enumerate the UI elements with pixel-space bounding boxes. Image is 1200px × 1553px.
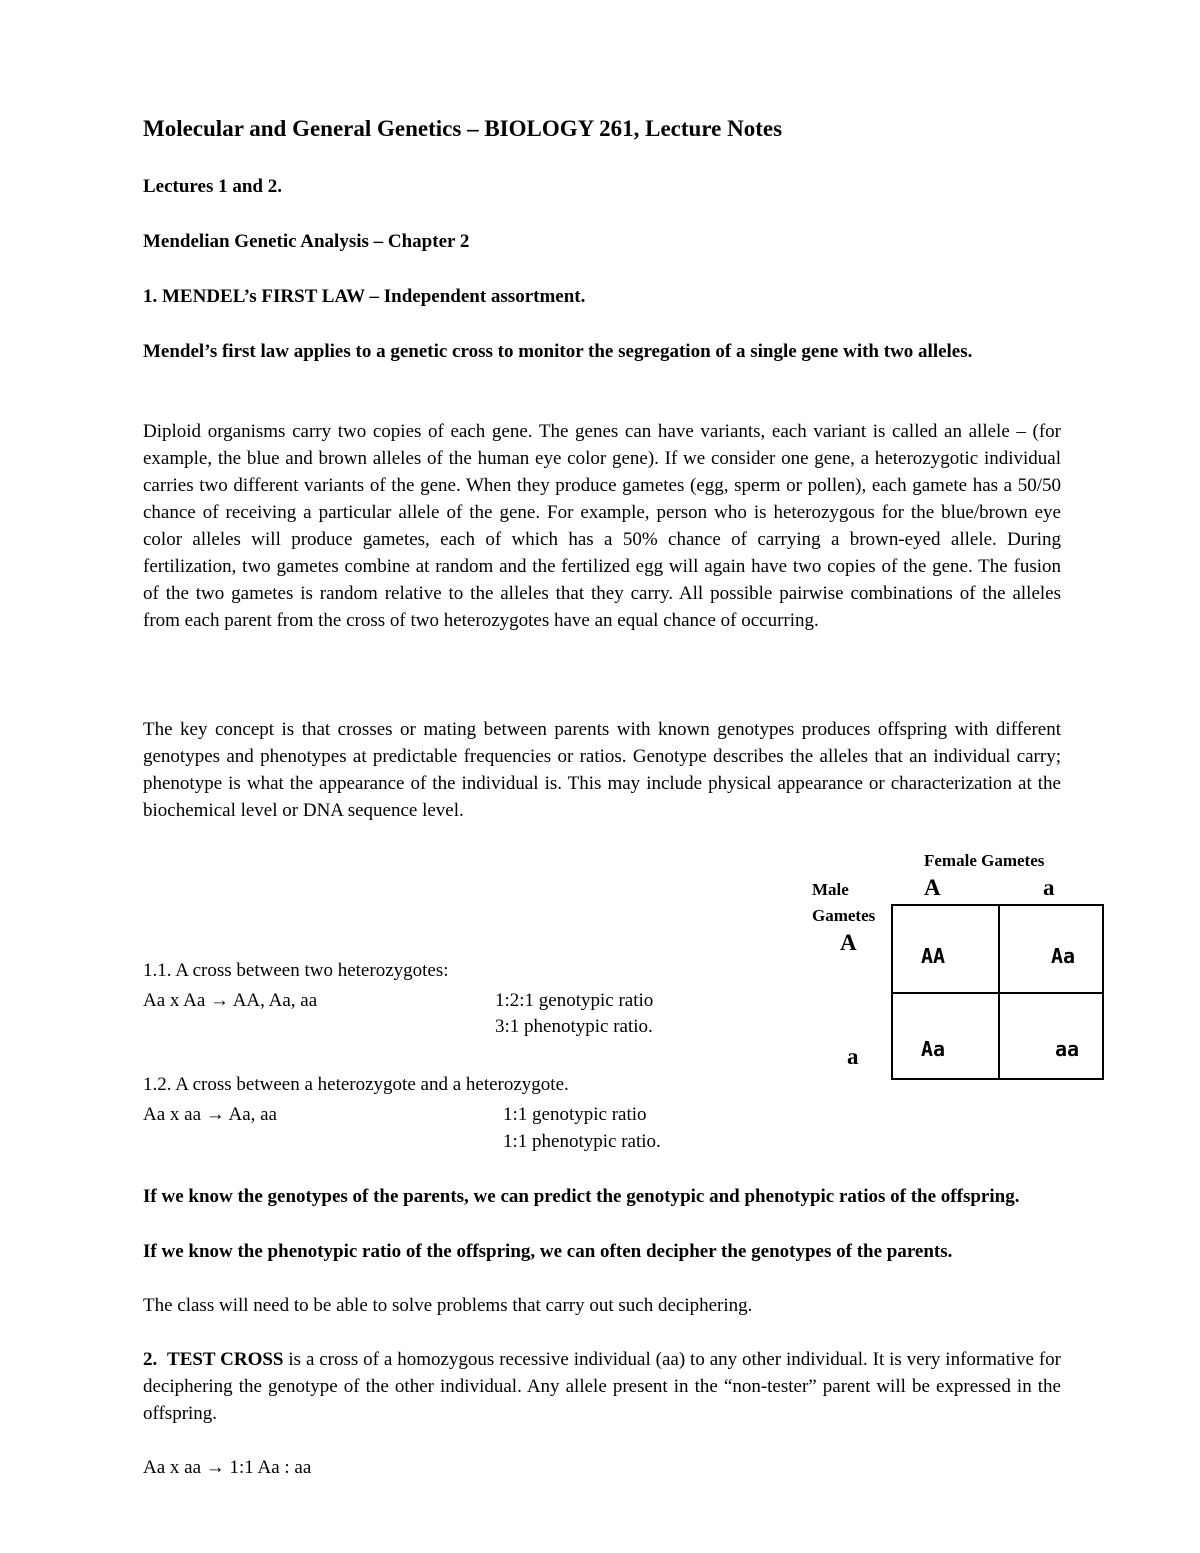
example2-phenotypic-ratio: 1:1 phenotypic ratio. bbox=[503, 1131, 661, 1152]
conclusion-predict: If we know the genotypes of the parents, we can predict the genotypic and phenotypic ratios of the offspring. bbox=[143, 1186, 1020, 1207]
lectures-heading: Lectures 1 and 2. bbox=[143, 176, 282, 197]
testcross-example: Aa x aa → 1:1 Aa : aa bbox=[143, 1457, 312, 1478]
example1-label: 1.1. A cross between two heterozygotes: bbox=[143, 960, 449, 981]
paragraph-key-concept: The key concept is that crosses or mating between parents with known genotypes produces offspring with different genotypes and phenotypes at predictable frequencies or ratios. Genotype describes the alleles that an individual carry; phenotype is what the appearance of the individual is. This may include physical appearance or characterization at the biochemical level or DNA sequence level. bbox=[143, 719, 1061, 821]
punnett-cell-Aa-bottom: Aa bbox=[921, 1037, 946, 1061]
male-allele-a: a bbox=[847, 1044, 859, 1069]
section2-text: is a cross of a homozygous recessive individual (aa) to any other individual. It is very informative for deciphering the genotype of the other individual. Any allele present in the “non-tester” parent will be expressed in the offspring. bbox=[143, 1349, 1061, 1424]
example2-genotypic-ratio: 1:1 genotypic ratio bbox=[503, 1104, 647, 1125]
female-gametes-label: Female Gametes bbox=[924, 851, 1045, 870]
section2-paragraph bbox=[143, 1346, 1061, 1427]
test-cross-term: TEST CROSS bbox=[167, 1349, 284, 1370]
example2-label: 1.2. A cross between a heterozygote and a heterozygote. bbox=[143, 1074, 569, 1095]
female-allele-a: a bbox=[1043, 875, 1055, 900]
male-label: Male bbox=[812, 880, 849, 899]
example1-cross: Aa x Aa → AA, Aa, aa bbox=[143, 990, 318, 1011]
example1-phenotypic-ratio: 3:1 phenotypic ratio. bbox=[495, 1016, 653, 1037]
example1-genotypic-ratio: 1:2:1 genotypic ratio bbox=[495, 990, 654, 1011]
section1-heading: 1. MENDEL’s FIRST LAW – Independent assortment. bbox=[143, 286, 586, 307]
document-title: Molecular and General Genetics – BIOLOGY 261, Lecture Notes bbox=[143, 116, 783, 141]
punnett-divider-horizontal bbox=[893, 992, 1102, 994]
punnett-square bbox=[891, 904, 1104, 1080]
female-allele-A: A bbox=[924, 875, 941, 900]
gametes-label: Gametes bbox=[812, 906, 876, 925]
punnett-cell-aa: aa bbox=[1055, 1037, 1080, 1061]
punnett-cell-Aa-top: Aa bbox=[1051, 944, 1076, 968]
example2-cross: Aa x aa → Aa, aa bbox=[143, 1104, 277, 1125]
section1-statement: Mendel’s first law applies to a genetic cross to monitor the segregation of a single gene with two alleles. bbox=[143, 341, 973, 362]
male-allele-A: A bbox=[840, 930, 857, 955]
conclusion-decipher: If we know the phenotypic ratio of the offspring, we can often decipher the genotypes of the parents. bbox=[143, 1241, 953, 1262]
conclusion-class: The class will need to be able to solve problems that carry out such deciphering. bbox=[143, 1295, 753, 1316]
section2-number: 2. bbox=[143, 1349, 158, 1370]
chapter-heading: Mendelian Genetic Analysis – Chapter 2 bbox=[143, 231, 470, 252]
paragraph-diploid: Diploid organisms carry two copies of each gene. The genes can have variants, each variant is called an allele – (for example, the blue and brown alleles of the human eye color gene). If we consider one gene, a heterozygotic individual carries two different variants of the gene. When they produce gametes (egg, sperm or pollen), each gamete has a 50/50 chance of receiving a particular allele of the gene. For example, person who is heterozygous for the blue/brown eye color alleles will produce gametes, each of which has a 50% chance of carrying a brown-eyed allele. During fertilization, two gametes combine at random and the fertilized egg will again have two copies of the gene. The fusion of the two gametes is random relative to the alleles that they carry. All possible pairwise combinations of the alleles from each parent from the cross of two heterozygotes have an equal chance of occurring. bbox=[143, 421, 1061, 631]
punnett-cell-AA: AA bbox=[921, 944, 946, 968]
